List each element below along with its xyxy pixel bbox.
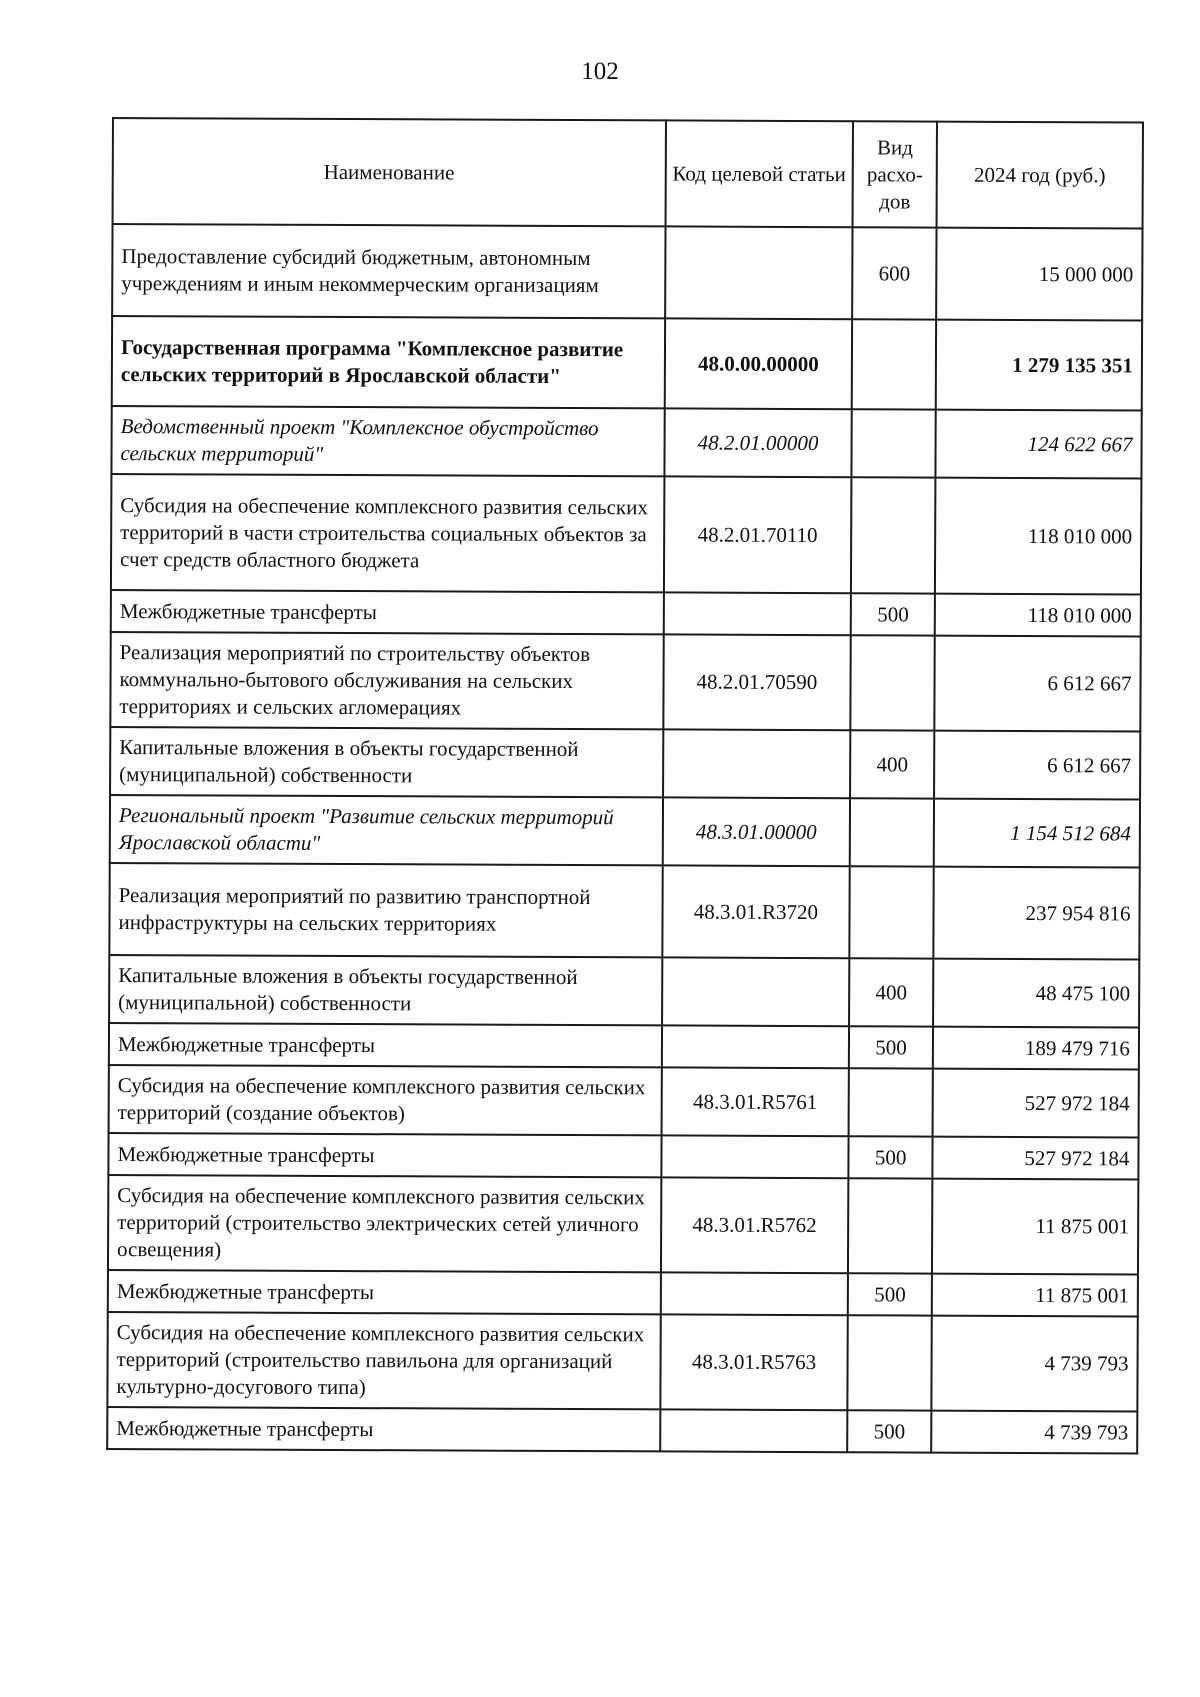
table-row bbox=[110, 632, 1140, 731]
table-row bbox=[111, 590, 1141, 636]
table-row bbox=[107, 1407, 1137, 1453]
budget-table bbox=[106, 117, 1144, 1454]
row-code-cell bbox=[663, 592, 851, 635]
row-code-cell bbox=[665, 226, 853, 319]
row-code-cell bbox=[661, 1135, 849, 1178]
row-name-cell: Ведомственный проект "Комплексное обустройство сельских территорий" bbox=[111, 406, 664, 476]
row-amount-cell: 4 739 793 bbox=[931, 1411, 1137, 1454]
row-amount-cell: 6 612 667 bbox=[934, 731, 1140, 800]
row-name-cell: Реализация мероприятий по развитию транспортной инфраструктуры на сельских территориях bbox=[109, 863, 662, 957]
row-kind-cell bbox=[848, 1178, 932, 1273]
row-amount-cell: 11 875 001 bbox=[932, 1179, 1138, 1275]
row-kind-cell bbox=[850, 798, 934, 866]
row-kind-cell bbox=[850, 866, 934, 958]
header-kind: Вид расхо-дов bbox=[853, 121, 937, 227]
row-kind-cell bbox=[848, 1315, 932, 1410]
table-row bbox=[112, 224, 1142, 320]
row-kind-cell: 500 bbox=[847, 1410, 931, 1452]
table-row bbox=[112, 316, 1142, 410]
row-code-cell: 48.3.01.R5762 bbox=[661, 1177, 849, 1273]
row-amount-cell: 11 875 001 bbox=[932, 1274, 1138, 1317]
row-kind-cell: 500 bbox=[848, 1273, 932, 1315]
row-code-cell: 48.2.01.70110 bbox=[663, 476, 851, 593]
row-amount-cell: 6 612 667 bbox=[934, 636, 1140, 732]
table-row bbox=[111, 474, 1141, 594]
row-amount-cell: 4 739 793 bbox=[931, 1316, 1137, 1412]
table-row bbox=[108, 1270, 1138, 1316]
row-kind-cell: 400 bbox=[849, 958, 933, 1026]
row-kind-cell: 500 bbox=[851, 593, 935, 635]
row-code-cell: 48.3.01.R5761 bbox=[661, 1067, 849, 1136]
page-number: 102 bbox=[581, 58, 619, 85]
row-amount-cell: 118 010 000 bbox=[935, 594, 1141, 637]
table-row bbox=[110, 727, 1140, 799]
table-row bbox=[109, 1065, 1139, 1137]
header-amount: 2024 год (руб.) bbox=[937, 122, 1143, 229]
row-kind-cell bbox=[852, 409, 936, 477]
table-row bbox=[108, 1175, 1138, 1274]
table-row bbox=[109, 1023, 1139, 1069]
row-name-cell: Межбюджетные трансферты bbox=[107, 1407, 660, 1451]
row-code-cell bbox=[660, 1409, 848, 1452]
row-name-cell: Межбюджетные трансферты bbox=[108, 1133, 661, 1177]
row-kind-cell bbox=[852, 319, 936, 409]
row-kind-cell: 400 bbox=[850, 730, 934, 798]
row-code-cell: 48.3.01.R5763 bbox=[660, 1314, 848, 1410]
row-kind-cell: 600 bbox=[852, 227, 936, 319]
table-row bbox=[111, 406, 1141, 478]
table-row bbox=[109, 955, 1139, 1027]
table-row bbox=[110, 795, 1140, 867]
row-code-cell bbox=[663, 729, 851, 798]
row-kind-cell bbox=[851, 635, 935, 730]
row-amount-cell: 527 972 184 bbox=[933, 1069, 1139, 1138]
row-amount-cell: 189 479 716 bbox=[933, 1027, 1139, 1070]
row-amount-cell: 124 622 667 bbox=[935, 410, 1141, 479]
row-name-cell: Региональный проект "Развитие сельских территорий Ярославской области" bbox=[110, 795, 663, 865]
table-row bbox=[107, 1312, 1137, 1411]
row-code-cell: 48.2.01.70590 bbox=[663, 634, 851, 730]
row-name-cell: Межбюджетные трансферты bbox=[109, 1023, 662, 1067]
row-code-cell: 48.3.01.00000 bbox=[662, 797, 850, 866]
row-name-cell: Субсидия на обеспечение комплексного развития сельских территорий (строительство электрических сетей уличного освещения) bbox=[108, 1175, 661, 1272]
header-name: Наименование bbox=[113, 118, 666, 226]
row-name-cell: Межбюджетные трансферты bbox=[108, 1270, 661, 1314]
row-name-cell: Предоставление субсидий бюджетным, автономным учреждениям и иным некоммерческим организациям bbox=[112, 224, 665, 318]
row-kind-cell bbox=[851, 477, 935, 593]
row-code-cell: 48.2.01.00000 bbox=[664, 408, 852, 477]
row-code-cell bbox=[661, 1025, 849, 1068]
table-row bbox=[108, 1133, 1138, 1179]
row-amount-cell: 48 475 100 bbox=[933, 959, 1139, 1028]
row-name-cell: Субсидия на обеспечение комплексного развития сельских территорий (создание объектов) bbox=[109, 1065, 662, 1135]
row-amount-cell: 1 279 135 351 bbox=[936, 320, 1142, 411]
row-code-cell bbox=[662, 957, 850, 1026]
row-code-cell: 48.0.00.00000 bbox=[664, 318, 852, 409]
row-code-cell: 48.3.01.R3720 bbox=[662, 865, 850, 958]
row-name-cell: Капитальные вложения в объекты государственной (муниципальной) собственности bbox=[110, 727, 663, 797]
row-amount-cell: 527 972 184 bbox=[932, 1137, 1138, 1180]
row-code-cell bbox=[660, 1272, 848, 1315]
table-body bbox=[107, 224, 1142, 1453]
row-amount-cell: 118 010 000 bbox=[935, 478, 1142, 595]
row-amount-cell: 1 154 512 684 bbox=[934, 799, 1140, 868]
row-name-cell: Реализация мероприятий по строительству объектов коммунально-бытового обслуживания на сельских территориях и сельских агломерациях bbox=[110, 632, 663, 729]
row-name-cell: Государственная программа "Комплексное развитие сельских территорий в Ярославской области" bbox=[112, 316, 665, 408]
row-kind-cell: 500 bbox=[849, 1026, 933, 1068]
table-row bbox=[109, 863, 1139, 959]
header-code: Код целевой статьи bbox=[665, 120, 853, 227]
row-name-cell: Капитальные вложения в объекты государственной (муниципальной) собственности bbox=[109, 955, 662, 1025]
row-amount-cell: 15 000 000 bbox=[936, 228, 1142, 321]
row-kind-cell bbox=[849, 1068, 933, 1136]
row-name-cell: Субсидия на обеспечение комплексного развития сельских территорий (строительство павильона для организаций культурно-досугового типа) bbox=[107, 1312, 660, 1409]
row-name-cell: Субсидия на обеспечение комплексного развития сельских территорий в части строительства социальных объектов за счет средств областного бюджета bbox=[111, 474, 664, 592]
row-kind-cell: 500 bbox=[849, 1136, 933, 1178]
row-amount-cell: 237 954 816 bbox=[933, 867, 1139, 960]
table-header-row bbox=[113, 118, 1143, 228]
row-name-cell: Межбюджетные трансферты bbox=[111, 590, 664, 634]
